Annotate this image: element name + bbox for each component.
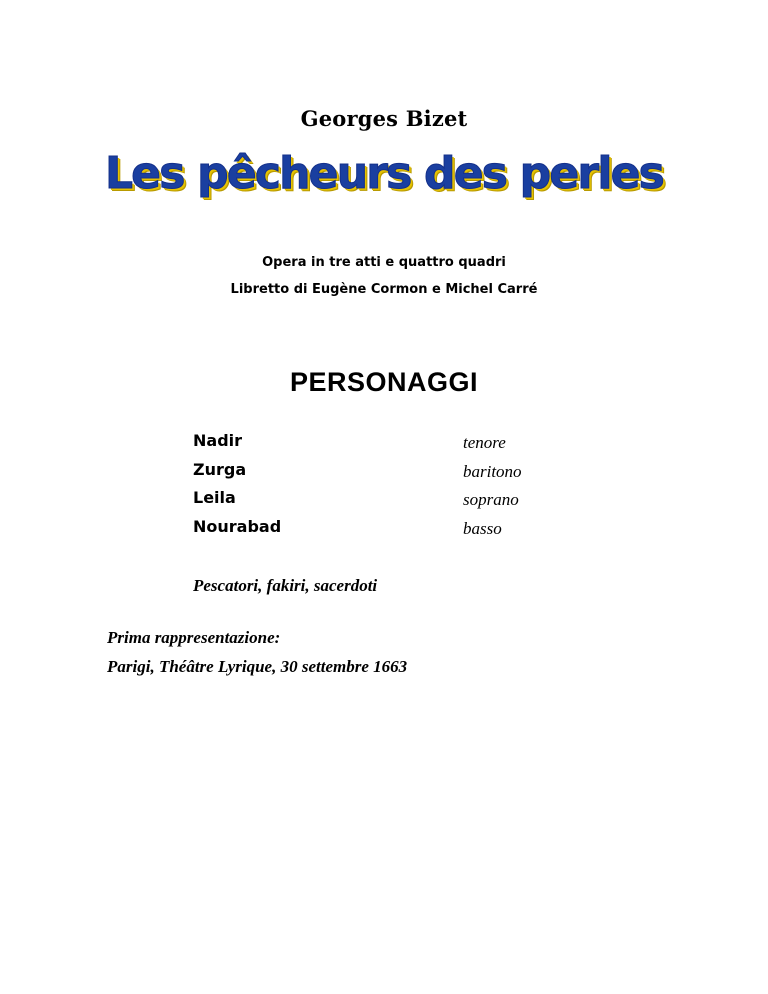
cast-list (193, 431, 553, 545)
voice-type: tenore (463, 433, 506, 452)
role-name: Leila (193, 488, 236, 507)
opera-subtitle: Opera in tre atti e quattro quadri (262, 255, 506, 270)
voice-type: soprano (463, 490, 519, 509)
voice-type: basso (463, 518, 502, 538)
role-name: Nourabad (193, 516, 282, 536)
premiere-label: Prima rappresentazione: (107, 628, 281, 647)
cast-row (193, 488, 553, 517)
cast-heading: PERSONAGGI (289, 367, 479, 397)
chorus-line: Pescatori, fakiri, sacerdoti (193, 576, 378, 595)
role-name: Zurga (193, 459, 247, 479)
role-name: Nadir (193, 431, 243, 450)
composer-name: Georges Bizet (300, 106, 468, 131)
libretto-credit: Libretto di Eugène Cormon e Michel Carré (230, 282, 538, 297)
voice-type: baritono (463, 461, 522, 481)
cast-row (193, 431, 553, 460)
cast-row (193, 517, 553, 546)
opera-title: Les pêcheurs des perles (104, 148, 664, 199)
premiere-details: Parigi, Théâtre Lyrique, 30 settembre 1663 (107, 657, 408, 676)
cast-row (193, 460, 553, 489)
